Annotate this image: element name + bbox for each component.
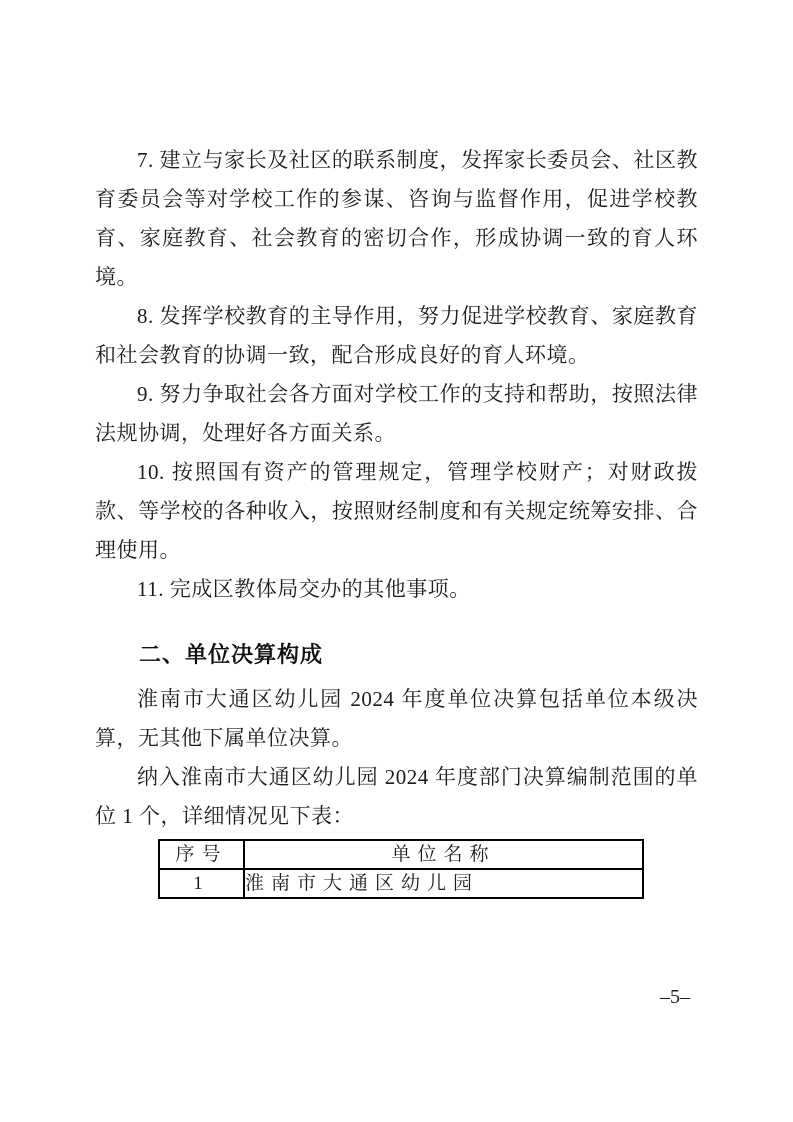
- numbered-paragraph-11: 11. 完成区教体局交办的其他事项。: [137, 577, 471, 601]
- units-table-cell-unit-name: 淮南市大通区幼儿园: [244, 869, 643, 898]
- page-number: –5–: [660, 986, 690, 1008]
- units-table-header-unit-name: 单位名称: [244, 840, 643, 869]
- section-paragraph-2: 纳入淮南市大通区幼儿园 2024 年度部门决算编制范围的单位 1 个，详细情况见下表：: [95, 765, 698, 828]
- units-table: [158, 839, 644, 899]
- page-content: [95, 141, 698, 899]
- table-row: [159, 869, 643, 898]
- section-paragraph-1: 淮南市大通区幼儿园 2024 年度单位决算包括单位本级决算，无其他下属单位决算。: [95, 687, 698, 750]
- numbered-paragraph-8: 8. 发挥学校教育的主导作用，努力促进学校教育、家庭教育和社会教育的协调一致，配合形成良好的育人环境。: [95, 304, 698, 367]
- units-table-header-row: [159, 840, 643, 869]
- numbered-paragraph-9: 9. 努力争取社会各方面对学校工作的支持和帮助，按照法律法规协调，处理好各方面关系。: [95, 382, 698, 445]
- numbered-paragraph-7: 7. 建立与家长及社区的联系制度，发挥家长委员会、社区教育委员会等对学校工作的参谋、咨询与监督作用，促进学校教育、家庭教育、社会教育的密切合作，形成协调一致的育人环境。: [95, 148, 698, 289]
- units-table-cell-index: 1: [159, 869, 244, 898]
- section-heading-unit-final-accounts: 二、单位决算构成: [139, 642, 324, 667]
- numbered-paragraph-10: 10. 按照国有资产的管理规定，管理学校财产；对财政拨款、等学校的各种收入，按照财经制度和有关规定统筹安排、合理使用。: [95, 460, 698, 562]
- units-table-header-index: 序号: [159, 840, 244, 869]
